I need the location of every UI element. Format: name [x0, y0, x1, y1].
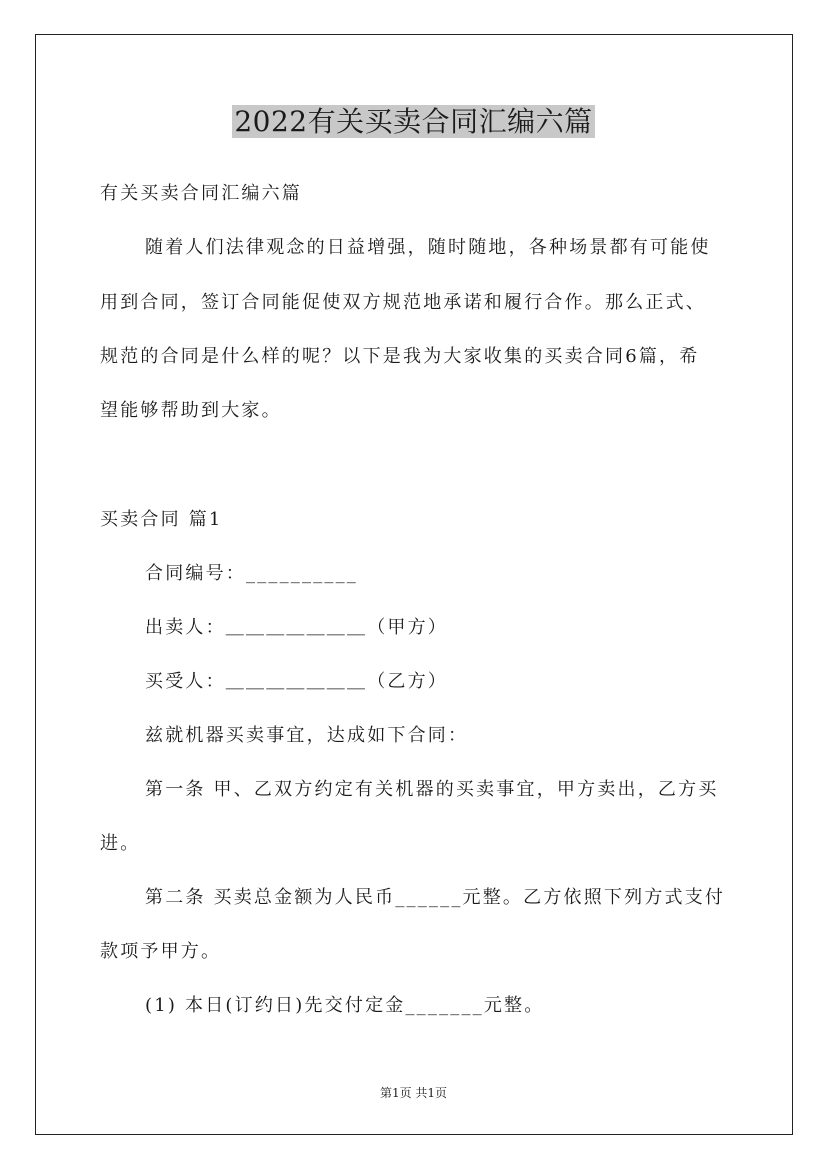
intro-line-1: 随着人们法律观念的日益增强，随时随地，各种场景都有可能使 [145, 237, 711, 258]
article-2-line-2: 款项予甲方。 [100, 941, 222, 962]
buyer-line: 买受人：＿＿＿＿＿＿＿（乙方） [145, 671, 448, 692]
page-footer: 第1页 共1页 [379, 1086, 448, 1100]
article-1-line-2: 进。 [100, 833, 141, 854]
article-2-line-1: 第二条 买卖总金额为人民币______元整。乙方依照下列方式支付 [145, 887, 726, 908]
intro-line-2: 用到合同，签订合同能促使双方规范地承诺和履行合作。那么正式、 [100, 292, 706, 313]
seller-line: 出卖人：＿＿＿＿＿＿＿（甲方） [145, 617, 448, 638]
section-heading: 买卖合同 篇1 [100, 509, 223, 530]
article-1-line-1: 第一条 甲、乙双方约定有关机器的买卖事宜，甲方卖出，乙方买 [145, 779, 719, 800]
document-subtitle: 有关买卖合同汇编六篇 [100, 183, 302, 204]
preamble-line: 兹就机器买卖事宜，达成如下合同： [145, 725, 469, 746]
item-1-line: (1) 本日(订约日)先交付定金_______元整。 [145, 995, 545, 1016]
document-title-text: 2022有关买卖合同汇编六篇 [234, 105, 593, 138]
intro-line-3: 规范的合同是什么样的呢？以下是我为大家收集的买卖合同6篇，希 [100, 346, 700, 367]
document-title [0, 104, 827, 140]
contract-number-line: 合同编号：__________ [145, 563, 358, 584]
intro-line-4: 望能够帮助到大家。 [100, 400, 282, 421]
